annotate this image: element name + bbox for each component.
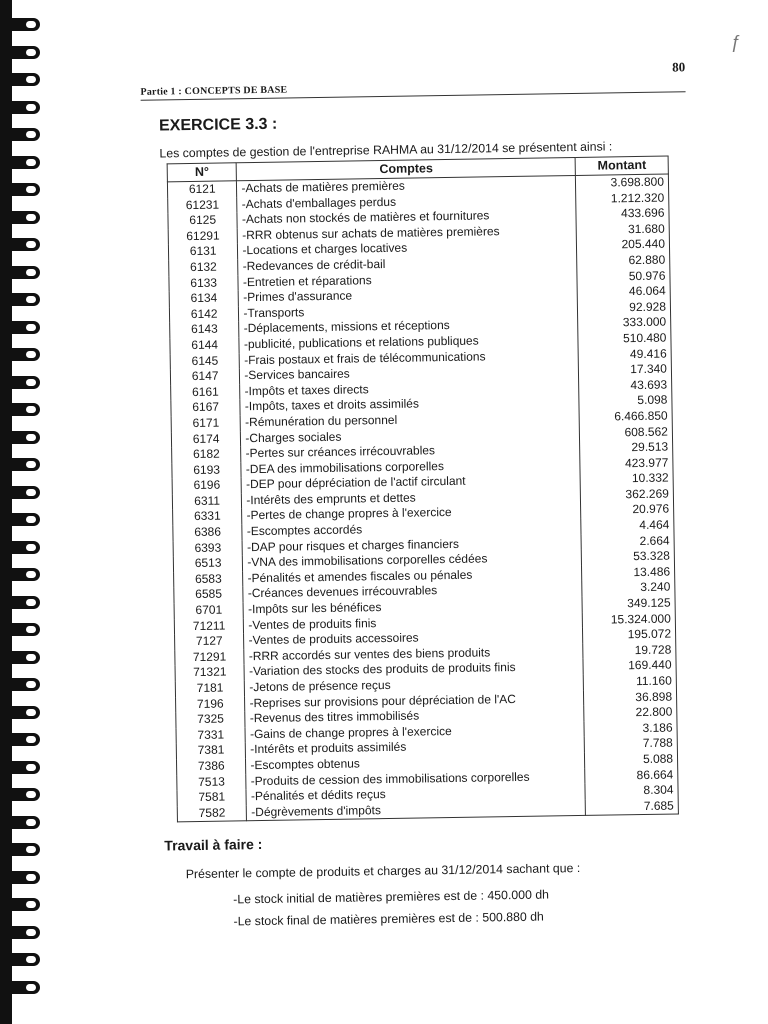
part-title: Partie 1 : CONCEPTS DE BASE (140, 84, 288, 98)
account-number: 6311 (172, 493, 242, 510)
account-amount: 333.000 (578, 315, 671, 332)
account-number: 7331 (176, 727, 246, 744)
account-number: 6171 (171, 415, 241, 432)
account-name: -DEA des immobilisations corporelles (241, 457, 580, 478)
account-amount: 50.976 (577, 268, 670, 285)
account-number: 6583 (174, 571, 244, 588)
account-amount: 19.728 (583, 642, 676, 659)
account-name: -Variation des stocks des produits de produits finis (244, 659, 583, 680)
account-name: -Redevances de crédit-bail (238, 254, 577, 275)
condition-initial-stock: -Le stock initial de matières premières est de : 450.000 dh (233, 887, 550, 907)
account-number: 71211 (174, 618, 244, 635)
account-name: -Frais postaux et frais de télécommunications (240, 347, 579, 368)
account-amount: 3.240 (582, 580, 675, 597)
account-number: 7127 (175, 633, 245, 650)
binding-ring (0, 293, 40, 306)
account-number: 6132 (169, 259, 239, 276)
accounts-table (167, 156, 679, 823)
account-number: 6147 (170, 368, 240, 385)
binding-ring (0, 898, 40, 911)
account-number: 6513 (173, 556, 243, 573)
account-amount: 7.685 (586, 798, 679, 816)
account-amount: 15.324.000 (583, 611, 676, 628)
account-number: 6133 (169, 275, 239, 292)
binding-ring (0, 596, 40, 609)
account-name: -Pertes sur créances irrécouvrables (241, 441, 580, 462)
account-number: 6134 (169, 290, 239, 307)
account-number: 6193 (172, 462, 242, 479)
header-comptes: Comptes (237, 157, 576, 180)
account-amount: 423.977 (580, 455, 673, 472)
binding-ring (0, 458, 40, 471)
account-number: 71321 (175, 665, 245, 682)
account-name: -Produits de cession des immobilisations corporelles (246, 768, 585, 789)
exercise-intro: Les comptes de gestion de l'entreprise RAHMA au 31/12/2014 se présentent ainsi : (159, 139, 613, 161)
binding-ring (0, 816, 40, 829)
account-name: -Locations et charges locatives (238, 238, 577, 259)
account-name: -Jetons de présence reçus (245, 675, 584, 696)
account-amount: 195.072 (583, 627, 676, 644)
binding-ring (0, 926, 40, 939)
account-amount: 53.328 (582, 549, 675, 566)
binding-ring (0, 678, 40, 691)
account-name: -Transports (239, 301, 578, 322)
binding-ring (0, 706, 40, 719)
binding-ring (0, 788, 40, 801)
account-number: 7386 (176, 758, 246, 775)
account-amount: 11.160 (584, 673, 677, 690)
account-number: 61231 (168, 197, 238, 214)
header-montant: Montant (575, 156, 668, 175)
binding-ring (0, 183, 40, 196)
account-amount: 46.064 (577, 284, 670, 301)
binding-ring (0, 981, 40, 994)
account-name: -VNA des immobilisations corporelles cédées (243, 550, 582, 571)
account-number: 6585 (174, 587, 244, 604)
binding-ring (0, 761, 40, 774)
page-number: 80 (672, 59, 686, 75)
account-name: -DAP pour risques et charges financiers (242, 535, 581, 556)
account-amount: 349.125 (582, 596, 675, 613)
account-name: -Impôts sur les bénéfices (243, 597, 582, 618)
account-name: -Déplacements, missions et réceptions (239, 316, 578, 337)
exercise-title: EXERCICE 3.3 : (158, 115, 278, 135)
account-name: -Achats d'emballages perdus (237, 192, 576, 213)
account-amount: 29.513 (580, 440, 673, 457)
account-amount: 86.664 (585, 767, 678, 784)
account-amount: 5.088 (585, 751, 678, 768)
account-amount: 43.693 (579, 377, 672, 394)
account-amount: 36.898 (584, 689, 677, 706)
binding-ring (0, 73, 40, 86)
account-name: -RRR accordés sur ventes des biens produits (244, 644, 583, 665)
binding-ring (0, 128, 40, 141)
binding-ring (0, 348, 40, 361)
binding-ring (0, 623, 40, 636)
account-name: -Achats de matières premières (237, 175, 576, 196)
account-name: -Escomptes accordés (242, 519, 581, 540)
account-number: 7325 (176, 711, 246, 728)
account-amount: 49.416 (578, 346, 671, 363)
account-number: 6386 (173, 524, 243, 541)
account-name: -Revenus des titres immobilisés (245, 706, 584, 727)
account-name: -Intérêts des emprunts et dettes (242, 488, 581, 509)
account-amount: 1.212.320 (576, 190, 669, 207)
binding-ring (0, 651, 40, 664)
account-name: -Reprises sur provisions pour dépréciation de l'AC (245, 691, 584, 712)
binding-ring (0, 486, 40, 499)
document-page (128, 51, 702, 940)
account-number: 7581 (177, 789, 247, 806)
account-amount: 433.696 (576, 206, 669, 223)
account-amount: 362.269 (581, 486, 674, 503)
account-name: -Entretien et réparations (238, 270, 577, 291)
account-name: -Créances devenues irrécouvrables (243, 581, 582, 602)
account-number: 7181 (175, 680, 245, 697)
account-number: 6701 (174, 602, 244, 619)
account-number: 6125 (168, 212, 238, 229)
account-amount: 7.788 (585, 736, 678, 753)
account-amount: 510.480 (578, 330, 671, 347)
account-name: -Primes d'assurance (239, 285, 578, 306)
account-number: 6174 (171, 431, 241, 448)
corner-mark: ƒ (731, 32, 742, 52)
account-name: -Pénalités et dédits reçus (246, 784, 585, 805)
account-number: 6393 (173, 540, 243, 557)
binding-ring (0, 953, 40, 966)
binding-ring (0, 266, 40, 279)
account-amount: 169.440 (583, 658, 676, 675)
binding-ring (0, 403, 40, 416)
todo-title: Travail à faire : (164, 835, 263, 854)
binding-ring (0, 871, 40, 884)
header-no: N° (167, 163, 237, 182)
binding-ring (0, 733, 40, 746)
account-amount: 3.698.800 (576, 174, 669, 192)
account-amount: 22.800 (584, 705, 677, 722)
account-name: -Achats non stockés de matières et fournitures (237, 207, 576, 228)
account-amount: 13.486 (582, 564, 675, 581)
account-amount: 10.332 (580, 471, 673, 488)
account-name: -RRR obtenus sur achats de matières premières (238, 223, 577, 244)
account-name: -Intérêts et produits assimilés (246, 737, 585, 758)
binding-ring (0, 101, 40, 114)
binding-ring (0, 431, 40, 444)
account-name: -Ventes de produits accessoires (244, 628, 583, 649)
account-amount: 31.680 (576, 221, 669, 238)
account-name: -Escomptes obtenus (246, 753, 585, 774)
account-amount: 5.098 (579, 393, 672, 410)
account-number: 7381 (176, 743, 246, 760)
account-name: -Pénalités et amendes fiscales ou pénales (243, 566, 582, 587)
account-number: 6144 (170, 337, 240, 354)
account-name: -Rémunération du personnel (240, 410, 579, 431)
account-number: 6331 (173, 509, 243, 526)
binding-ring (0, 568, 40, 581)
account-amount: 62.880 (577, 252, 670, 269)
account-number: 71291 (175, 649, 245, 666)
account-name: -Charges sociales (241, 425, 580, 446)
account-number: 6161 (171, 384, 241, 401)
account-number: 6182 (172, 446, 242, 463)
binding-ring (0, 843, 40, 856)
todo-text: Présenter le compte de produits et charges au 31/12/2014 sachant que : (185, 860, 581, 882)
account-number: 6145 (170, 353, 240, 370)
account-name: -Impôts et taxes directs (240, 379, 579, 400)
account-name: -Impôts, taxes et droits assimilés (240, 394, 579, 415)
account-amount: 8.304 (585, 783, 678, 800)
account-name: -Services bancaires (240, 363, 579, 384)
binding-ring (0, 238, 40, 251)
account-number: 7513 (177, 774, 247, 791)
spiral-binding (0, 0, 40, 1024)
account-number: 6131 (168, 244, 238, 261)
condition-final-stock: -Le stock final de matières premières est de : 500.880 dh (233, 909, 544, 929)
account-amount: 608.562 (580, 424, 673, 441)
account-name: -Ventes de produits finis (244, 613, 583, 634)
account-amount: 6.466.850 (579, 408, 672, 425)
account-amount: 2.664 (581, 533, 674, 550)
account-number: 6142 (169, 306, 239, 323)
account-number: 7582 (177, 805, 247, 822)
account-amount: 20.976 (581, 502, 674, 519)
account-name: -Gains de change propres à l'exercice (245, 722, 584, 743)
binding-ring (0, 156, 40, 169)
account-number: 6167 (171, 400, 241, 417)
binding-ring (0, 541, 40, 554)
binding-ring (0, 46, 40, 59)
account-amount: 4.464 (581, 518, 674, 535)
binding-ring (0, 376, 40, 389)
account-number: 6143 (170, 322, 240, 339)
account-number: 6121 (167, 181, 237, 198)
account-number: 61291 (168, 228, 238, 245)
account-amount: 17.340 (579, 362, 672, 379)
account-number: 6196 (172, 478, 242, 495)
account-amount: 205.440 (577, 237, 670, 254)
account-name: -publicité, publications et relations publiques (239, 332, 578, 353)
account-amount: 92.928 (578, 299, 671, 316)
account-name: -DEP pour dépréciation de l'actif circulant (241, 472, 580, 493)
account-name: -Pertes de change propres à l'exercice (242, 503, 581, 524)
account-name: -Dégrèvements d'impôts (247, 800, 586, 821)
binding-ring (0, 513, 40, 526)
account-number: 7196 (176, 696, 246, 713)
page-header (140, 59, 686, 101)
binding-ring (0, 18, 40, 31)
binding-ring (0, 211, 40, 224)
account-amount: 3.186 (584, 720, 677, 737)
binding-ring (0, 321, 40, 334)
